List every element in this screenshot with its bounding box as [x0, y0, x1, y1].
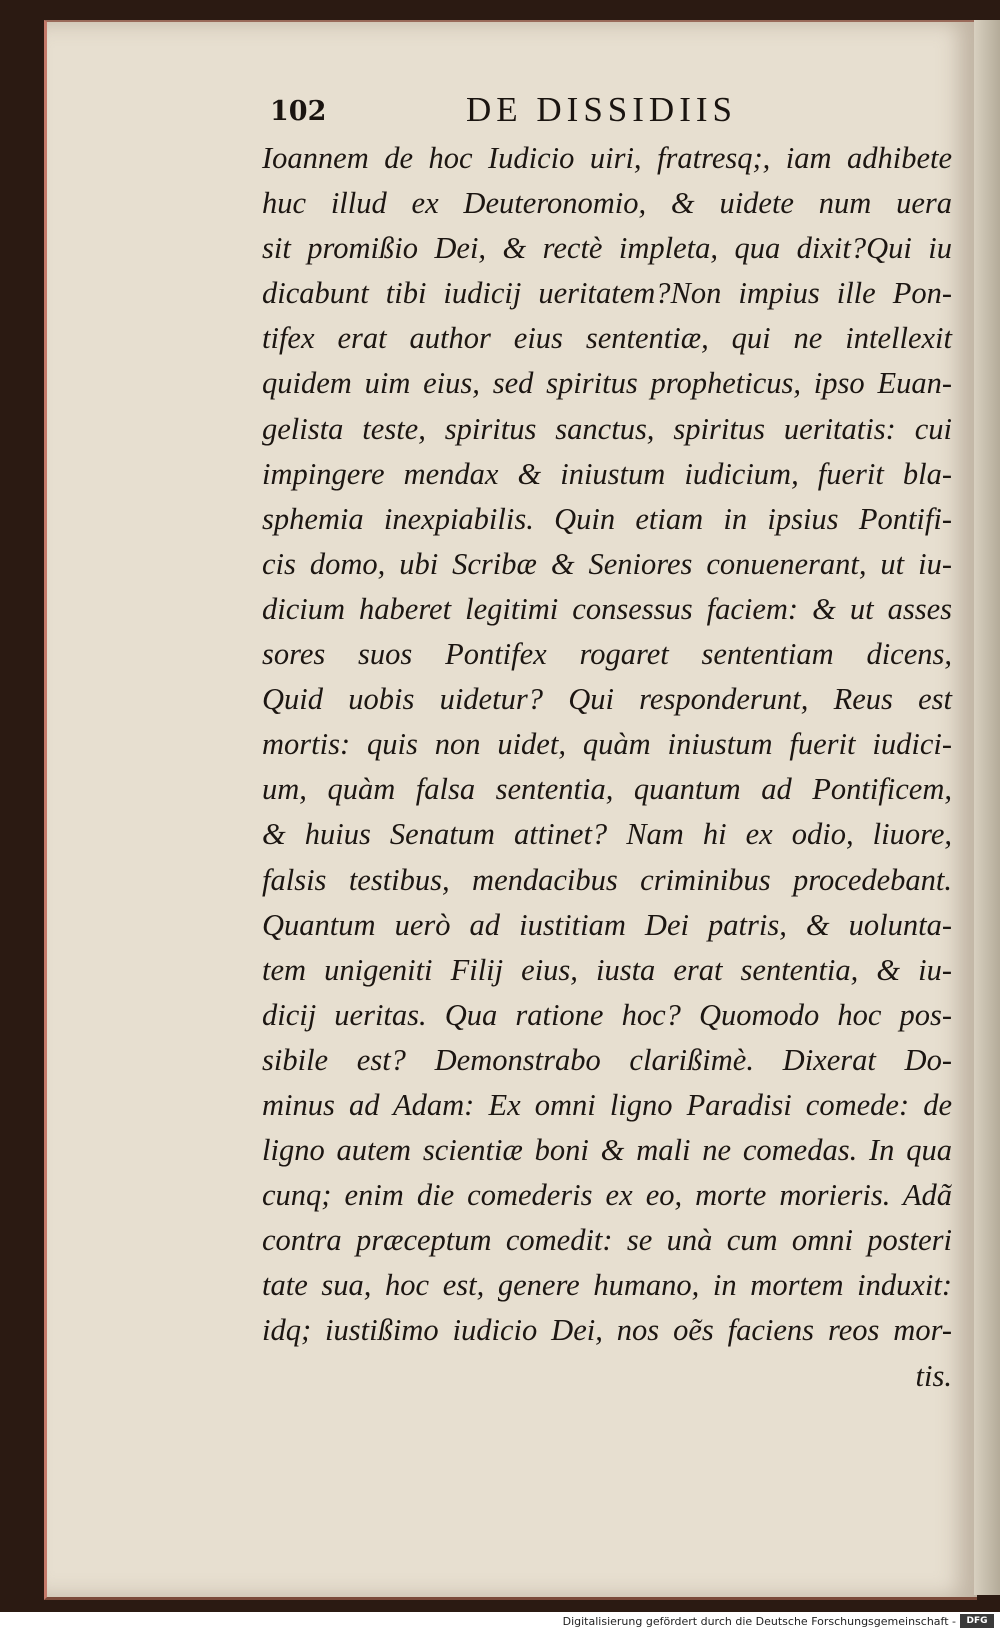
page-header: [270, 90, 970, 140]
page-edge: [974, 20, 1000, 1595]
text-line: minus ad Adam: Ex omni ligno Paradisi comede: de: [262, 1087, 952, 1122]
text-line: idq; iustißimo iudicio Dei, nos oẽs faciens reos mor-: [262, 1313, 952, 1348]
text-line: falsis testibus, mendacibus criminibus procedebant.: [262, 862, 952, 897]
text-line: quidem uim eius, sed spiritus propheticus, ipso Euan-: [262, 366, 952, 401]
text-line: Quid uobis uidetur? Qui responderunt, Reus est: [262, 682, 952, 717]
funding-note: Digitalisierung gefördert durch die Deutsche Forschungsgemeinschaft -: [562, 1615, 956, 1628]
text-line: sibile est? Demonstrabo clarißimè. Dixerat Do-: [262, 1042, 952, 1077]
text-line: huc illud ex Deuteronomio, & uidete num uera: [262, 186, 952, 221]
text-line: Quantum uerò ad iustitiam Dei patris, & uolunta-: [262, 907, 952, 942]
text-line: dicij ueritas. Qua ratione hoc? Quomodo hoc pos-: [262, 997, 952, 1032]
dfg-logo: DFG: [960, 1614, 994, 1628]
text-line: um, quàm falsa sententia, quantum ad Pontificem,: [262, 772, 952, 807]
footer-bar: [0, 1612, 1000, 1632]
text-line: tate sua, hoc est, genere humano, in mortem induxit:: [262, 1268, 952, 1303]
text-line: contra præceptum comedit: se unà cum omni posteri: [262, 1223, 952, 1258]
body-text: [262, 136, 952, 1399]
text-line: gelista teste, spiritus sanctus, spiritus ueritatis: cui: [262, 411, 952, 446]
text-line: sit promißio Dei, & rectè impleta, qua dixit?Qui iu: [262, 231, 952, 266]
text-line: cis domo, ubi Scribæ & Seniores conuenerant, ut iu-: [262, 546, 952, 581]
text-line: & huius Senatum attinet? Nam hi ex odio, liuore,: [262, 817, 952, 852]
page-number: 102: [270, 96, 327, 127]
text-line: dicium haberet legitimi consessus faciem: & ut asses: [262, 591, 952, 626]
text-line: tem unigeniti Filij eius, iusta erat sententia, & iu-: [262, 952, 952, 987]
text-line: mortis: quis non uidet, quàm iniustum fuerit iudici-: [262, 727, 952, 762]
text-line: sphemia inexpiabilis. Quin etiam in ipsius Pontifi-: [262, 501, 952, 536]
text-line: cunq; enim die comederis ex eo, morte morieris. Adã: [262, 1178, 952, 1213]
text-line: impingere mendax & iniustum iudicium, fuerit bla-: [262, 456, 952, 491]
text-line: tis.: [915, 1358, 952, 1393]
text-line: ligno autem scientiæ boni & mali ne comedas. In qua: [262, 1133, 952, 1168]
running-head: DE DISSIDIIS: [466, 90, 737, 129]
text-line: Ioannem de hoc Iudicio uiri, fratresq;, iam adhibete: [262, 141, 952, 175]
text-line: sores suos Pontifex rogaret sententiam dicens,: [262, 637, 952, 672]
text-line: tifex erat author eius sententiæ, qui ne intellexit: [262, 321, 952, 356]
text-line: dicabunt tibi iudicij ueritatem?Non impius ille Pon-: [262, 276, 952, 311]
